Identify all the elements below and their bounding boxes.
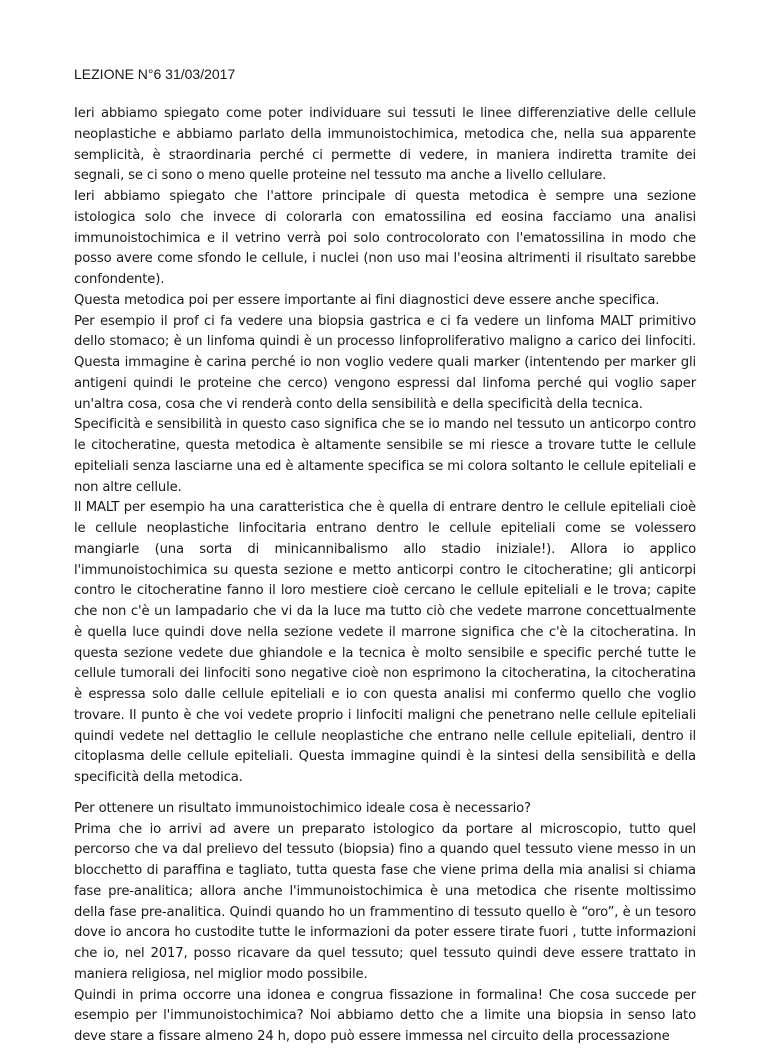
paragraph: Ieri abbiamo spiegato che l'attore principale di questa metodica è sempre una sezione istologica solo che invece di colorarla con ematossilina ed eosina facciamo una analisi immunoistochimica e il vetrino verrà poi solo controcolorato con l'ematossilina in modo che posso avere come sfondo le cellule, i nuclei (non uso mai l'eosina altrimenti il risultato sarebbe confondente).	[74, 189, 696, 287]
paragraph: Ieri abbiamo spiegato come poter individuare sui tessuti le linee differenziative delle cellule neoplastiche e abbiamo parlato della immunoistochimica, metodica che, nella sua apparente semplicità, è straordinaria perché ci permette di vedere, in maniera indiretta tramite dei segnali, se ci sono o meno quelle proteine nel tessuto ma anche a livello cellulare.	[74, 106, 696, 184]
paragraph: Per esempio il prof ci fa vedere una biopsia gastrica e ci fa vedere un linfoma MALT primitivo dello stomaco; è un linfoma quindi è un processo linfoproliferativo maligno a carico dei linfociti. Questa immagine è carina perché io non voglio vedere quali marker (intentendo per marker gli antigeni quindi le proteine che cerco) vengono espressi dal linfoma perché qui voglio saper un'altra cosa, cosa che vi renderà conto della sensibilità e della specificità della tecnica.	[74, 313, 696, 412]
paragraph: Quindi in prima occorre una idonea e congrua fissazione in formalina! Che cosa succede per esempio per l'immunoistochimica? Noi abbiamo detto che a limite una biopsia in senso lato deve stare a fissare almeno 24 h, dopo può essere immessa nel circuito della processazione	[74, 987, 696, 1044]
lecture-heading: LEZIONE N°6 31/03/2017	[74, 66, 236, 82]
document-page	[74, 64, 696, 1048]
paragraph: Per ottenere un risultato immunoistochimico ideale cosa è necessario?	[74, 800, 531, 816]
paragraph: Il MALT per esempio ha una caratteristica che è quella di entrare dentro le cellule epiteliali cioè le cellule neoplastiche linfocitaria entrano dentro le cellule epiteliali come se volessero mangiarle (una sorta di minicannibalismo allo stadio iniziale!). Allora io applico l'immunoistochimica su questa sezione e metto anticorpi contro le citocheratine; gli anticorpi contro le citocheratine fanno il loro mestiere cioè cercano le cellule epiteliali e le trova; capite che non c'è un lampadario che vi da la luce ma tutto ciò che vedete marrone concettualmente è quella luce quindi dove nella sezione vedete il marrone significa che c'è la citocheratina. In questa sezione vedete due ghiandole e la tecnica è molto sensibile e specific perché tutte le cellule tumorali dei linfociti sono negative cioè non esprimono la citocheratina, la citocheratina è espressa solo dalle cellule epiteliali e io con questa analisi mi confermo quello che voglio trovare. Il punto è che voi vedete proprio i linfociti maligni che penetrano nelle cellule epiteliali quindi vedete nel dettaglio le cellule neoplastiche che entrano nelle cellule epiteliali, dentro il citoplasma delle cellule epiteliali. Questa immagine quindi è la sintesi della sensibilità e della specificità della metodica.	[74, 500, 696, 785]
paragraph: Specificità e sensibilità in questo caso significa che se io mando nel tessuto un anticorpo contro le citocheratine, questa metodica è altamente sensibile se mi riesce a trovare tutte le cellule epiteliali senza lasciarne una ed è altamente specifica se mi colora soltanto le cellule epiteliali e non altre cellule.	[74, 417, 696, 495]
paragraph-spacer	[74, 789, 696, 799]
paragraph: Questa metodica poi per essere importante ai fini diagnostici deve essere anche specifica.	[74, 292, 660, 308]
paragraph: Prima che io arrivi ad avere un preparato istologico da portare al microscopio, tutto quel percorso che va dal prelievo del tessuto (biopsia) fino a quando quel tessuto viene messo in un blocchetto di paraffina e tagliato, tutta questa fase che viene prima della mia analisi si chiama fase pre-analitica; allora anche l'immunoistochimica è una metodica che risente moltissimo della fase pre-analitica. Quindi quando ho un frammentino di tessuto quello è “oro”, è un tesoro dove io ancora ho custodite tutte le informazioni da poter essere tirate fuori , tutte informazioni che io, nel 2017, posso ricavare da quel tessuto; quel tessuto quindi deve essere trattato in maniera religiosa, nel miglior modo possibile.	[74, 821, 696, 982]
